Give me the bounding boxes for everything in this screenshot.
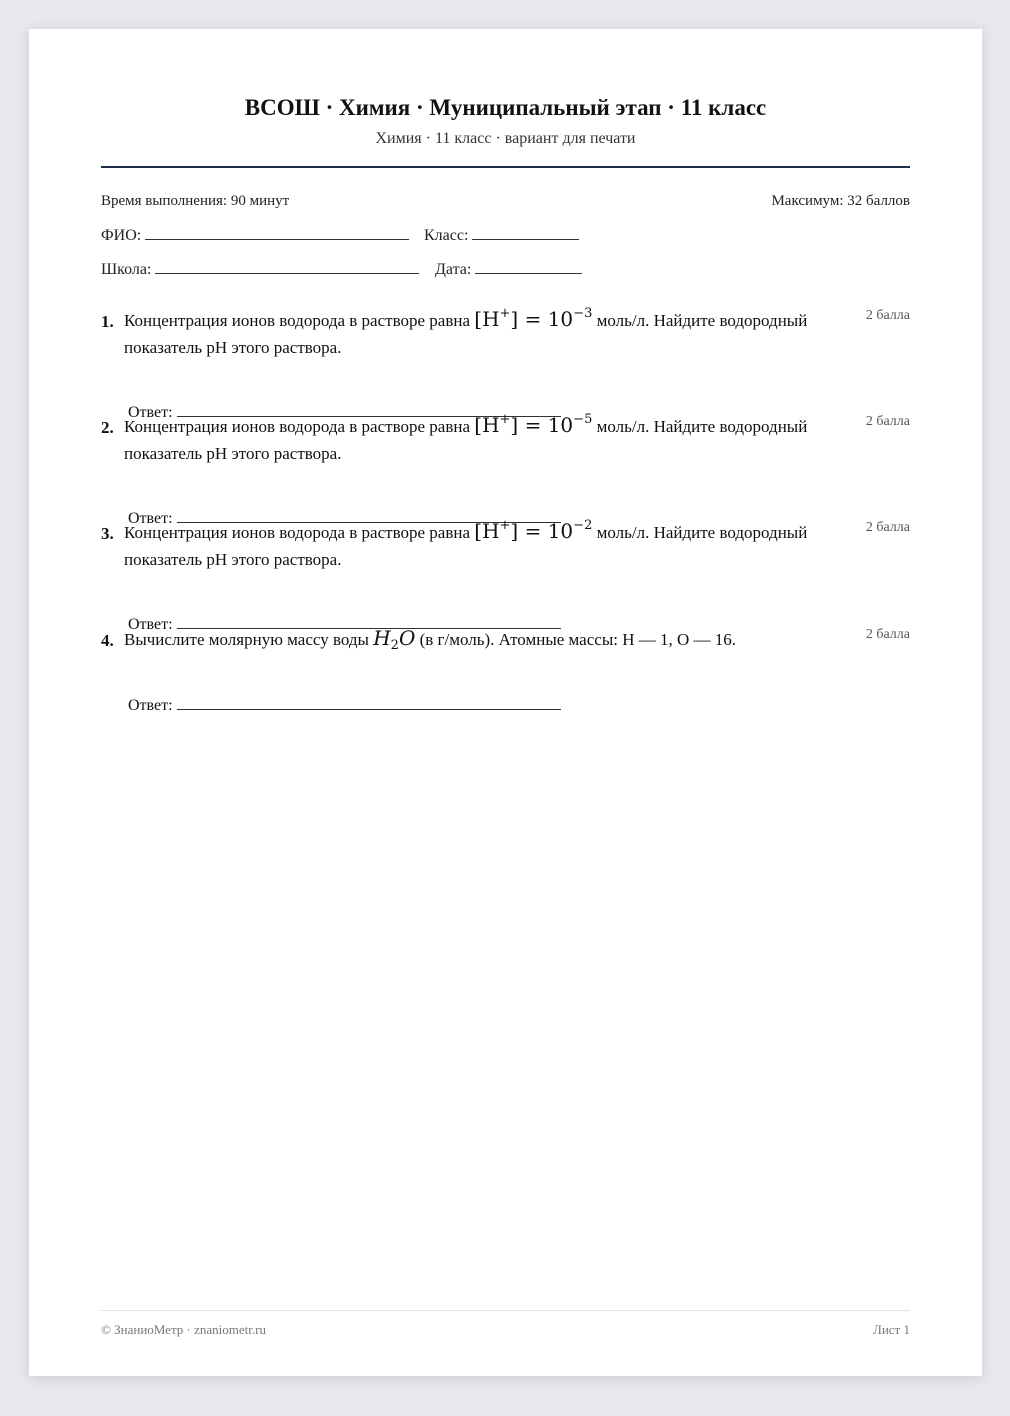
task-text (124, 412, 844, 467)
fio-blank[interactable] (145, 225, 409, 240)
answer-label: Ответ: (128, 697, 173, 714)
task-text (124, 306, 844, 361)
task-text-before: Концентрация ионов водорода в растворе равна (124, 311, 470, 330)
fio-field[interactable] (101, 225, 409, 245)
task-points: 2 балла (865, 308, 910, 323)
task-points: 2 балла (865, 520, 910, 535)
task-number: 4. (101, 631, 114, 650)
page-title: ВСОШ · Химия · Муниципальный этап · 11 класс (244, 95, 767, 120)
task-text-before: Концентрация ионов водорода в растворе равна (124, 417, 470, 436)
page-subtitle: Химия · 11 класс · вариант для печати (375, 130, 636, 147)
answer-label: Ответ: (128, 510, 173, 527)
school-blank[interactable] (155, 259, 419, 274)
exam-sheet (29, 29, 982, 1376)
class-label: Класс: (424, 227, 469, 244)
class-blank[interactable] (472, 225, 579, 240)
task-text (124, 518, 844, 573)
ion-concentration-formula: $[H^+] = 10^{-2}$ (474, 518, 593, 543)
date-blank[interactable] (475, 259, 582, 274)
footer-sheet-number: Лист 1 (873, 1322, 910, 1337)
school-field[interactable] (101, 259, 419, 279)
class-field[interactable] (424, 225, 579, 245)
date-field[interactable] (435, 259, 582, 279)
fio-label: ФИО: (101, 227, 142, 244)
ion-concentration-formula: $[H^+] = 10^{-5}$ (474, 412, 593, 437)
header-divider (101, 166, 910, 168)
task-text-after: (в г/моль). Атомные массы: H — 1, O — 16. (419, 630, 737, 649)
footer-divider (101, 1310, 910, 1311)
answer-label: Ответ: (128, 404, 173, 421)
task-text-after: моль/л. Найдите водородный показатель pH этого раствора. (124, 417, 808, 463)
task-text-after: моль/л. Найдите водородный показатель pH этого раствора. (124, 311, 808, 357)
task-number: 1. (101, 312, 114, 331)
task-text-before: Вычислите молярную массу воды (124, 630, 369, 649)
answer-label: Ответ: (128, 616, 173, 633)
footer-copyright: © ЗнаниоМетр · znaniometr.ru (101, 1322, 266, 1337)
task-text (124, 625, 844, 653)
ion-concentration-formula: $[H^+] = 10^{-3}$ (474, 306, 593, 331)
task-text-before: Концентрация ионов водорода в растворе равна (124, 523, 470, 542)
water-formula: $H_2O$ (373, 626, 416, 653)
max-score: Максимум: 32 баллов (771, 193, 910, 209)
school-label: Школа: (101, 261, 152, 278)
task-points: 2 балла (865, 414, 910, 429)
time-limit: Время выполнения: 90 минут (101, 193, 290, 209)
task-text-after: моль/л. Найдите водородный показатель pH этого раствора. (124, 523, 808, 569)
task-number: 3. (101, 524, 114, 543)
answer-field[interactable] (128, 695, 561, 715)
task-number: 2. (101, 418, 114, 437)
answer-blank[interactable] (177, 695, 561, 710)
task-points: 2 балла (865, 627, 910, 642)
date-label: Дата: (435, 261, 472, 278)
